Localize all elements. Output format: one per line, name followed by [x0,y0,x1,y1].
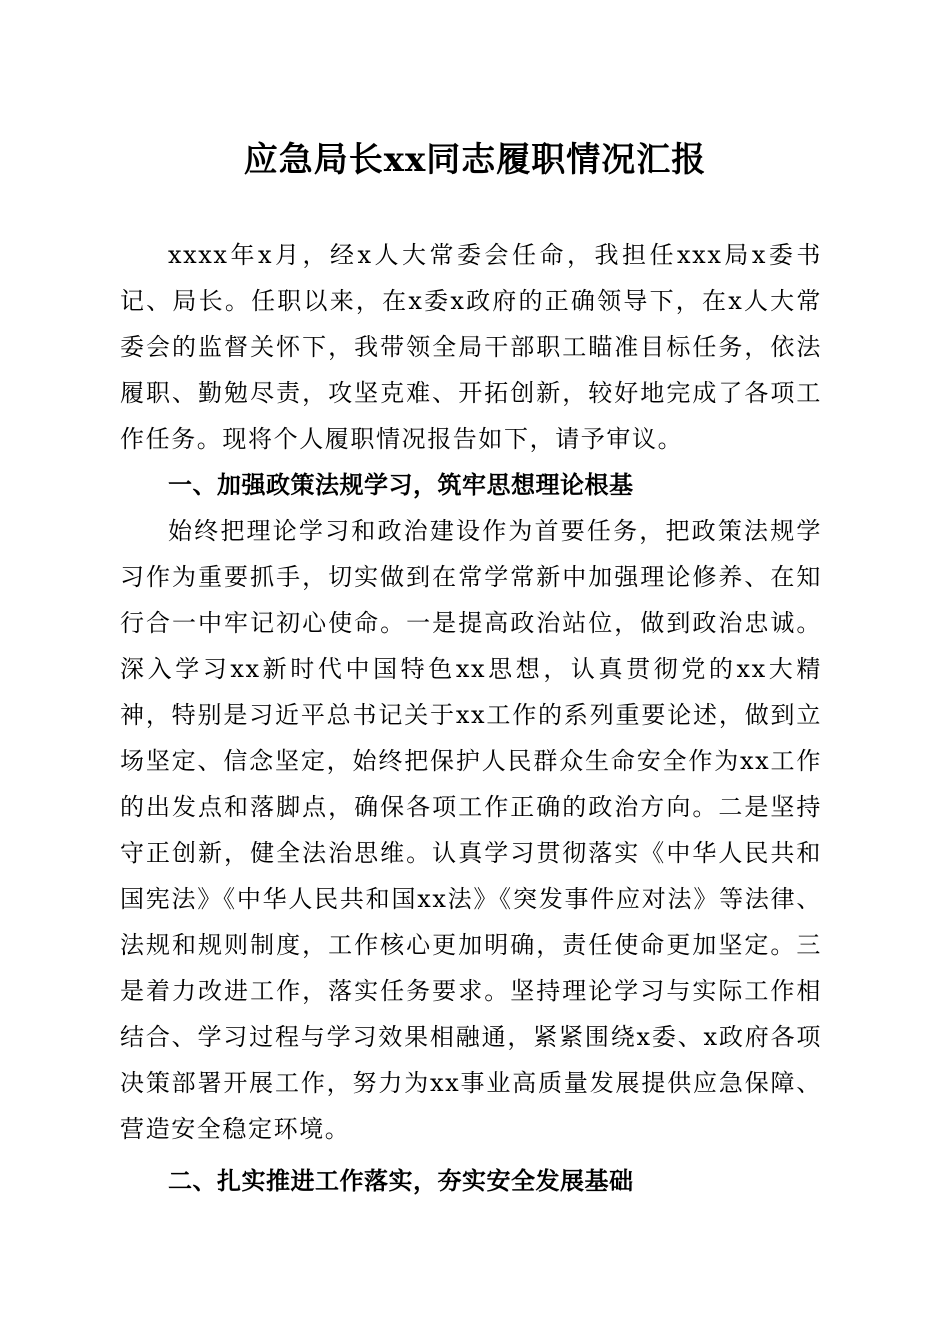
section-1-paragraph: 始终把理论学习和政治建设作为首要任务，把政策法规学习作为重要抓手，切实做到在常学常新中加强理论修养、在知行合一中牢记初心使命。一是提高政治站位，做到政治忠诚。深入学习xx新时代中国特色xx思想，认真贯彻党的xx大精神，特别是习近平总书记关于xx工作的系列重要论述，做到立场坚定、信念坚定，始终把保护人民群众生命安全作为xx工作的出发点和落脚点，确保各项工作正确的政治方向。二是坚持守正创新，健全法治思维。认真学习贯彻落实《中华人民共和国宪法》《中华人民共和国xx法》《突发事件应对法》等法律、法规和规则制度，工作核心更加明确，责任使命更加坚定。三是着力改进工作，落实任务要求。坚持理论学习与实际工作相结合、学习过程与学习效果相融通，紧紧围绕x委、x政府各项决策部署开展工作，努力为xx事业高质量发展提供应急保障、营造安全稳定环境。 [120,517,822,1143]
intro-paragraph: xxxx年x月，经x人大常委会任命，我担任xxx局x委书记、局长。任职以来，在x委x政府的正确领导下，在x人大常委会的监督关怀下，我带领全局干部职工瞄准目标任务，依法履职、勤勉尽责，攻坚克难、开拓创新，较好地完成了各项工作任务。现将个人履职情况报告如下，请予审议。 [120,241,822,453]
document-body [120,232,822,1204]
section-1-heading: 一、加强政策法规学习，筑牢思想理论根基 [168,471,634,499]
document-title: 应急局长xx同志履职情况汇报 [243,140,707,180]
section-2-heading: 二、扎实推进工作落实，夯实安全发展基础 [168,1167,634,1195]
